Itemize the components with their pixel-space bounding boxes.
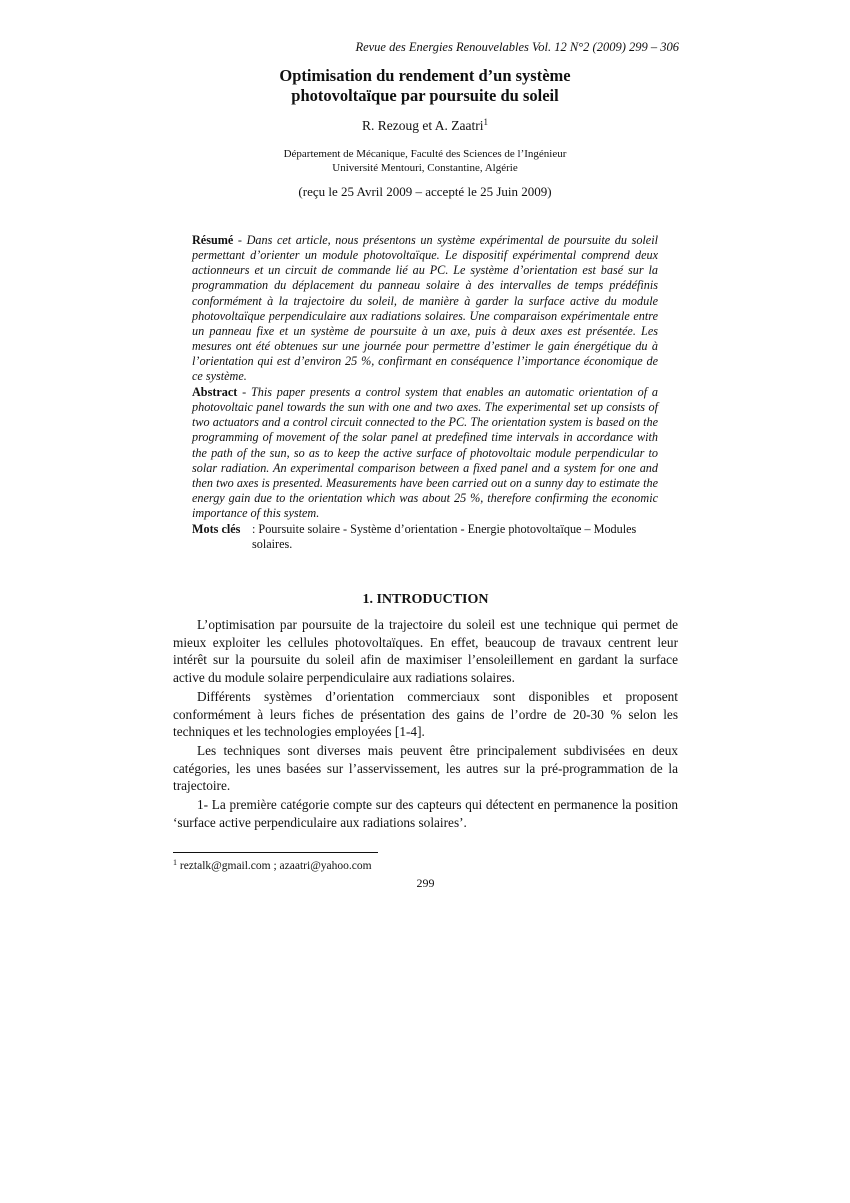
- paper-title-line-1: Optimisation du rendement d’un système: [279, 66, 571, 85]
- page-number: 299: [416, 876, 435, 890]
- footnote-text: reztalk@gmail.com ; azaatri@yahoo.com: [177, 860, 372, 872]
- affiliation-line-2: Université Mentouri, Constantine, Algérie: [332, 162, 518, 174]
- section-heading: 1. INTRODUCTION: [362, 592, 489, 607]
- paper-title-line-2: photovoltaïque par poursuite du soleil: [291, 86, 559, 105]
- abstract-label: Abstract: [192, 385, 238, 399]
- keywords: [192, 522, 658, 552]
- body-paragraph: 1- La première catégorie compte sur des capteurs qui détectent en permanence la position ‘surface active perpendiculaire aux radiations solaires’.: [173, 797, 678, 830]
- footnote-divider: [173, 852, 378, 853]
- footnote: [173, 860, 372, 872]
- abstract-text: - This paper presents a control system that enables an automatic orientation of a photovoltaic panel towards the sun with one and two axes. The experimental set up consists of two actuators and a control circuit connected to the PC. The orientation system is based on the programming of movement of the solar panel at predefined time intervals in accordance with the path of the sun, so as to keep the active surface of photovoltaic module perpendicular to solar radiation. An experimental comparison between a fixed panel and a system for one and then two axes is presented. Measurements have been carried out on a sunny day to estimate the energy gain due to the orientation which was about 25 %, therefore confirming the economic importance of this system.: [192, 385, 658, 521]
- abstract-paragraph: [192, 385, 658, 521]
- keywords-label: Mots clés: [192, 522, 241, 536]
- affiliation-line-1: Département de Mécanique, Faculté des Sciences de l’Ingénieur: [283, 148, 567, 160]
- authors: [175, 118, 675, 134]
- body-paragraph: L’optimisation par poursuite de la trajectoire du soleil est une technique qui permet de mieux exploiter les cellules photovoltaïques. En effet, beaucoup de travaux centrent leur intérêt sur la poursuite du soleil afin de maximiser l’ensoleillement en gardant la surface active du module solaire perpendiculaire aux radiations solaires.: [173, 617, 678, 686]
- footnote-mark: 1: [173, 858, 177, 867]
- journal-reference: Revue des Energies Renouvelables Vol. 12 N°2 (2009) 299 – 306: [355, 40, 679, 54]
- affiliation: [175, 147, 675, 175]
- author-names: R. Rezoug et A. Zaatri: [362, 118, 484, 133]
- paper-title: [175, 66, 675, 106]
- resume-paragraph: [192, 233, 658, 385]
- body-paragraph: Les techniques sont diverses mais peuvent être principalement subdivisées en deux catégories, les unes basées sur l’asservissement, les autres sur la pré-programmation de la trajectoire.: [173, 743, 678, 794]
- author-footnote-mark: 1: [483, 117, 488, 127]
- keywords-text: : Poursuite solaire - Système d’orientation - Energie photovoltaïque – Modules solaires.: [252, 522, 637, 552]
- resume-text: - Dans cet article, nous présentons un système expérimental de poursuite du soleil permettant d’orienter un module photovoltaïque. Le dispositif expérimental comprend deux actionneurs et un circuit de commande lié au PC. Le système d’orientation est basé sur la programmation du déplacement du panneau solaire à des intervalles de temps prédéfinis conformément à la trajectoire du soleil, de manière à garder la surface active du module photovoltaïque perpendiculaire aux radiations solaires. Une comparaison expérimentale entre un panneau fixe et un système de poursuite à un axe, puis à deux axes est présentée. Les mesures ont été obtenues sur une journée pour permettre d’estimer le gain énergétique du à l’orientation qui est d’environ 25 %, confirmant en conséquence l’importance économique de ce système.: [192, 233, 658, 384]
- body-paragraph: Différents systèmes d’orientation commerciaux sont disponibles et proposent conformément à leurs fiches de présentation des gains de l’ordre de 20-30 % selon les techniques et les technologies employées [1-4].: [173, 689, 678, 740]
- received-accepted-dates: (reçu le 25 Avril 2009 – accepté le 25 Juin 2009): [298, 184, 552, 199]
- resume-label: Résumé: [192, 233, 234, 247]
